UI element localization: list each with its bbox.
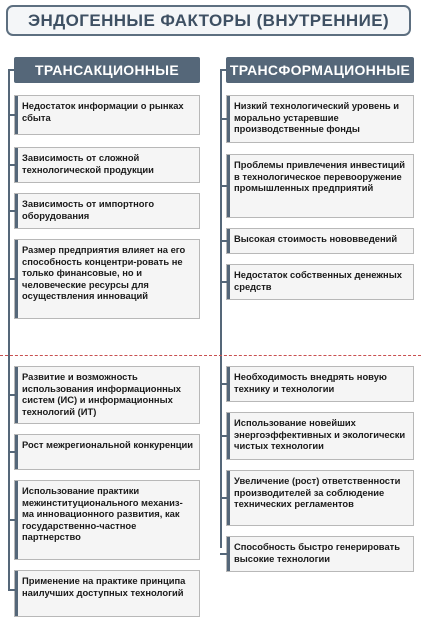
right-factor-text: Проблемы привлечения инвестиций в технологическое перевооружение промышленных предприятий	[234, 159, 405, 193]
left-factor-box	[14, 239, 200, 319]
left-factor-box	[14, 570, 200, 617]
right-box-tick	[220, 281, 227, 283]
right-factor-text: Недостаток собственных денежных средств	[234, 269, 402, 292]
right-factor-text: Увеличение (рост) ответственности производителей за соблюдение технических регламентов	[234, 475, 401, 509]
diagram-title: ЭНДОГЕННЫЕ ФАКТОРЫ (ВНУТРЕННИЕ)	[6, 5, 411, 36]
right-factor-box	[226, 536, 414, 572]
left-box-tick	[8, 589, 15, 591]
left-factor-text: Зависимость от сложной технологической продукции	[22, 152, 154, 175]
header-transformational: ТРАНСФОРМАЦИОННЫЕ	[226, 57, 414, 83]
right-factor-box	[226, 470, 414, 526]
left-box-tick	[8, 210, 15, 212]
left-factor-box	[14, 193, 200, 229]
left-factor-text: Развитие и возможность использования информационных систем (ИС) и информационных технологий (ИТ)	[22, 371, 182, 417]
header-transactional: ТРАНСАКЦИОННЫЕ	[14, 57, 200, 83]
right-factor-box	[226, 412, 414, 460]
right-box-tick	[220, 383, 227, 385]
right-factor-box	[226, 95, 414, 143]
left-factor-box	[14, 147, 200, 183]
left-factor-box	[14, 95, 200, 135]
right-factor-text: Высокая стоимость нововведений	[234, 233, 398, 244]
right-box-tick	[220, 118, 227, 120]
right-factor-box	[226, 264, 414, 300]
right-factor-text: Необходимость внедрять новую технику и технологии	[234, 371, 387, 394]
right-box-tick	[220, 435, 227, 437]
right-factor-text: Низкий технологический уровень и морально устаревшие производственные фонды	[234, 100, 400, 134]
right-connector-line	[220, 70, 222, 548]
right-box-tick	[220, 553, 227, 555]
right-box-tick	[220, 185, 227, 187]
right-factor-box	[226, 228, 414, 254]
left-factor-text: Недостаток информации о рынках сбыта	[22, 100, 184, 123]
right-factor-box	[226, 154, 414, 218]
section-divider	[0, 355, 421, 356]
left-factor-text: Рост межрегиональной конкуренции	[22, 439, 194, 450]
left-factor-text: Использование практики межинституционального механиз-ма инновационного развития, как государственно-частное партнерство	[22, 485, 183, 542]
right-header-tick	[220, 69, 227, 71]
left-factor-box	[14, 480, 200, 560]
left-box-tick	[8, 394, 15, 396]
left-box-tick	[8, 519, 15, 521]
right-factor-box	[226, 366, 414, 402]
left-factor-text: Зависимость от импортного оборудования	[22, 198, 155, 221]
right-box-tick	[220, 497, 227, 499]
left-factor-box	[14, 434, 200, 470]
right-factor-text: Использование новейших энергоэффективных и экологически чистых технологии	[234, 417, 406, 451]
left-box-tick	[8, 278, 15, 280]
left-connector-line	[8, 70, 10, 590]
left-factor-text: Размер предприятия влияет на его способность концентри-ровать не только финансовые, но и человеческие ресурсы для осуществления инноваций	[22, 244, 186, 301]
right-factor-text: Способность быстро генерировать высокие технологии	[234, 541, 401, 564]
left-factor-text: Применение на практике принципа наилучших доступных технологий	[22, 575, 186, 598]
left-header-tick	[8, 69, 15, 71]
right-box-tick	[220, 240, 227, 242]
left-box-tick	[8, 164, 15, 166]
left-box-tick	[8, 451, 15, 453]
left-box-tick	[8, 114, 15, 116]
left-factor-box	[14, 366, 200, 424]
